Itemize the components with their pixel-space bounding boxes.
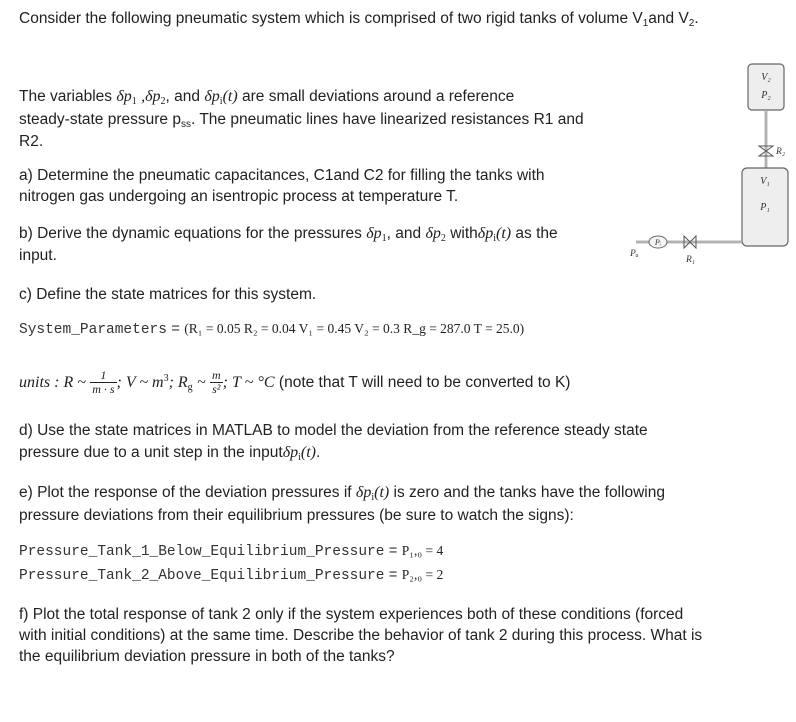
part-a-line-2: nitrogen gas undergoing an isentropic process at temperature T.	[19, 188, 459, 205]
tank-2-volume-label: V₂	[761, 72, 771, 83]
tank-1-pressure-label: P₁	[760, 202, 770, 213]
variables-line-3: R2.	[19, 133, 44, 150]
units-fraction-r: $\frac{1}{m \cdot s}$	[92, 368, 115, 397]
tank-2	[748, 64, 784, 110]
part-f-line-3: the equilibrium deviation pressure in both of the tanks?	[19, 648, 395, 665]
part-a-line-1: a) Determine the pneumatic capacitances, C1and C2 for filling the tanks with	[19, 167, 545, 184]
units-fraction-g: $\frac{m}{\text{s²}}$	[211, 368, 221, 397]
tank-2-pressure-label: P₂	[761, 90, 771, 101]
pa-label: Pₐ	[630, 249, 639, 259]
intro-line: Consider the following pneumatic system which is comprised of two rigid tanks of volume $V_1and$ $V_2$.	[19, 10, 699, 29]
r1-label: R₁	[686, 255, 696, 265]
part-f-line-1: f) Plot the total response of tank 2 only if the system experiences both of these conditions (forced	[19, 606, 684, 623]
part-d-line-1: d) Use the state matrices in MATLAB to model the deviation from the reference steady state	[19, 422, 648, 439]
part-d-line-2: pressure due to a unit step in the inputδp$_i$(t).	[19, 444, 321, 463]
pneumatic-system-diagram	[616, 58, 792, 288]
part-b-line-2: input.	[19, 247, 57, 264]
system-parameters-line: System_Parameters = (R₁ = 0.05 R₂ = 0.04 V₁ = 0.45 V₂ = 0.3 R_g = 287.0 T = 25.0)	[19, 321, 525, 338]
variables-line-2: steady-state pressure $p_{ss}$. The pneumatic lines have linearized resistances R1 and	[19, 111, 584, 130]
part-e-line-2: pressure deviations from their equilibrium pressures (be sure to watch the signs):	[19, 507, 574, 524]
part-f-line-2: with initial conditions) at the same time. Describe the behavior of tank 2 during this process. What is	[19, 627, 703, 644]
pi-label: Pᵢ	[654, 238, 662, 247]
units-line: units : R ~ $\frac{1}{m \cdot s}$ ; V ~ $m^3$; $R_g$ ~ $\frac{m}{\text{s²}}$ ; T ~ °C (note that T will need to be converted to K)	[19, 368, 571, 397]
variables-line-1: The variables $\delta p_1$ $,\delta p_2$, and $\delta p_i(t)$ are small deviations around a reference	[19, 88, 515, 107]
r2-label: R₂	[776, 147, 786, 157]
part-e-line-1: e) Plot the response of the deviation pressures if $\delta p_i(t)$ is zero and the tanks have the following	[19, 484, 665, 503]
part-c-line-1: c) Define the state matrices for this system.	[19, 286, 317, 303]
tank-1-volume-label: V₁	[760, 176, 770, 187]
pressure-tank-1-line: Pressure_Tank_1_Below_Equilibrium_Pressure = P₁,₀ = 4	[19, 543, 444, 560]
pressure-tank-2-line: Pressure_Tank_2_Above_Equilibrium_Pressure = P₂,₀ = 2	[19, 567, 444, 584]
part-b-line-1: b) Derive the dynamic equations for the pressures $\delta p_1$, and $\delta p_2$ withδp$_i$(t) as the	[19, 225, 558, 244]
